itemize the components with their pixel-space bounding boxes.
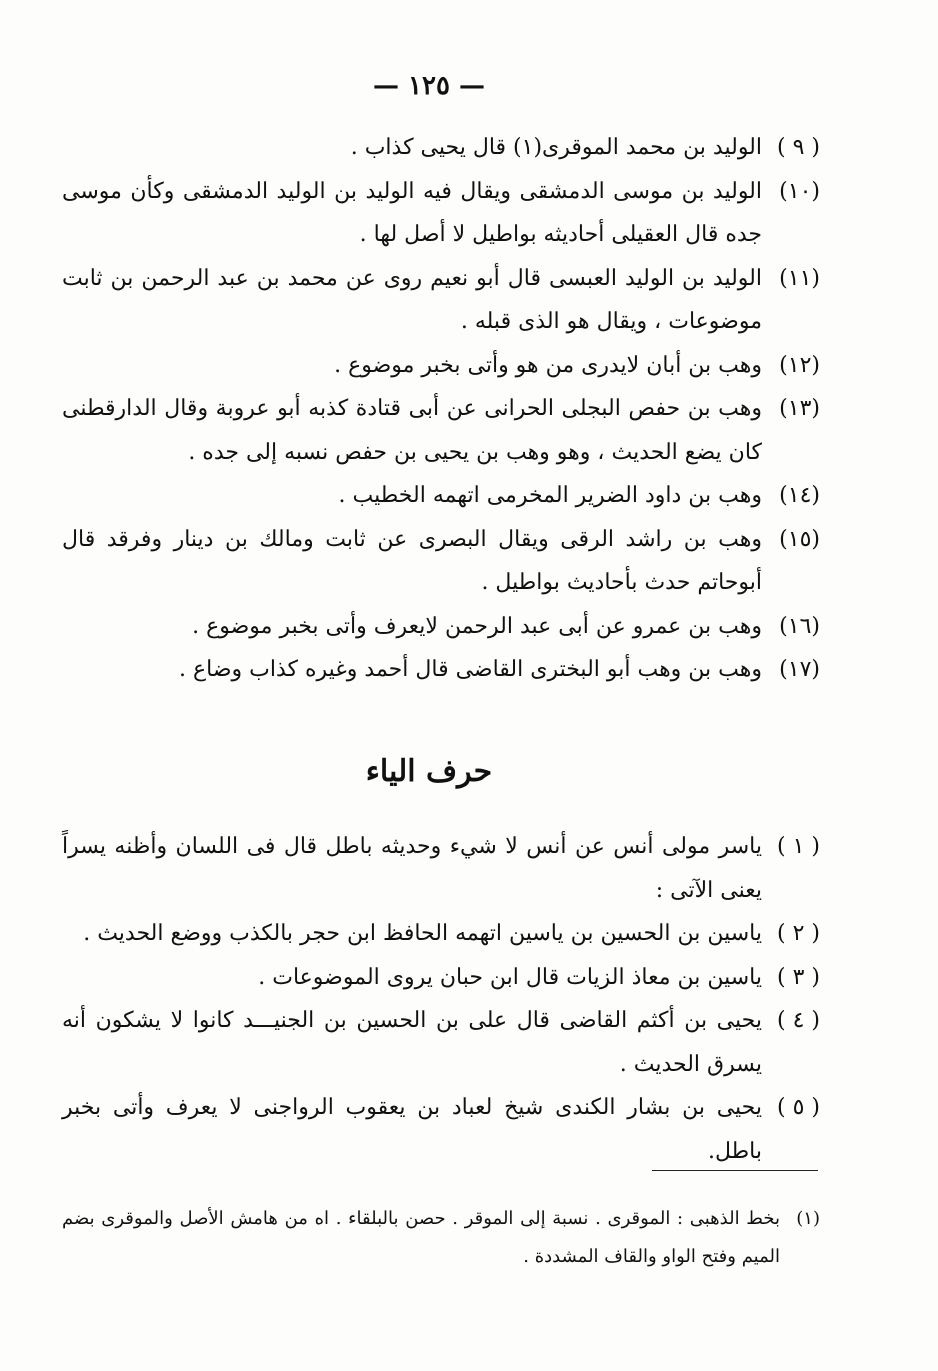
entry-number: ( ٤ )	[777, 1008, 820, 1033]
list-item	[62, 648, 820, 692]
entry-text: وهب بن داود الضرير المخرمى اتهمه الخطيب .	[338, 483, 762, 508]
entry-number: ( ١ )	[777, 834, 820, 859]
list-item	[62, 387, 820, 474]
list-item	[62, 257, 820, 344]
entry-number: ( ٩ )	[777, 135, 820, 160]
entry-text: يحيى بن بشار الكندى شيخ لعباد بن يعقوب الرواجنى لا يعرف وأتى بخبر باطل.	[62, 1095, 762, 1164]
footnote	[62, 1200, 820, 1276]
entry-text: وهب بن عمرو عن أبى عبد الرحمن لايعرف وأتى بخبر موضوع .	[192, 613, 762, 639]
entry-number: (١٦)	[779, 613, 820, 639]
entry-number: (١٠)	[779, 178, 820, 204]
footnote-number: (١)	[796, 1208, 820, 1229]
entry-number: (١٣)	[779, 396, 820, 421]
entry-text: ياسين بن الحسين بن ياسين اتهمه الحافظ ابن حجر بالكذب ووضع الحديث .	[83, 921, 762, 946]
list-item	[62, 170, 820, 257]
section-heading: حرف الياء	[365, 754, 493, 789]
list-item	[62, 999, 820, 1086]
entry-text: ياسين بن معاذ الزيات قال ابن حبان يروى الموضوعات .	[258, 964, 762, 990]
list-item	[62, 126, 820, 170]
entry-text: الوليد بن محمد الموقرى(١) قال يحيى كذاب .	[350, 135, 762, 160]
list-item	[62, 1086, 820, 1173]
entry-text: وهب بن وهب أبو البخترى القاضى قال أحمد وغيره كذاب وضاع .	[179, 657, 762, 682]
entry-number: ( ٣ )	[777, 964, 820, 990]
list-item	[62, 474, 820, 518]
list-item	[62, 518, 820, 605]
entry-number: ( ٢ )	[777, 921, 820, 946]
entries-list-waw	[62, 126, 820, 692]
entry-text: وهب بن راشد الرقى ويقال البصرى عن ثابت ومالك بن دينار وفرقد قال أبوحاتم حدث بأحاديث بواطيل .	[62, 526, 762, 595]
footnote-text: بخط الذهبى : الموقرى . نسبة إلى الموقر . حصن بالبلقاء . اه من هامش الأصل والموقرى بضم الميم وفتح الواو والقاف المشددة .	[62, 1208, 780, 1267]
entry-text: الوليد بن الوليد العبسى قال أبو نعيم روى عن محمد بن عبد الرحمن بن ثابت موضوعات ، ويقال هو الذى قبله .	[62, 265, 762, 334]
page-number: — ١٢٥ —	[372, 71, 486, 101]
entry-text: الوليد بن موسى الدمشقى ويقال فيه الوليد بن الوليد الدمشقى وكأن موسى جده قال العقيلى أحاديثه بواطيل لا أصل لها .	[62, 178, 762, 247]
entries-list-ya	[62, 825, 820, 1173]
entry-number: ( ٥ )	[777, 1095, 820, 1120]
entry-text: وهب بن حفص البجلى الحرانى عن أبى قتادة كذبه أبو عروبة وقال الدارقطنى كان يضع الحديث ، وهو وهب بن يحيى بن حفص نسبه إلى جده .	[62, 396, 762, 465]
list-item	[62, 912, 820, 956]
list-item	[62, 825, 820, 912]
list-item	[62, 605, 820, 649]
entry-number: (١٥)	[779, 526, 820, 552]
footnote-divider	[652, 1170, 818, 1171]
entry-number: (١٢)	[779, 352, 820, 378]
list-item	[62, 344, 820, 388]
entry-number: (١٧)	[779, 657, 820, 682]
footnotes	[62, 1200, 820, 1276]
entry-number: (١١)	[779, 265, 820, 291]
entry-text: وهب بن أبان لايدرى من هو وأتى بخبر موضوع .	[334, 352, 762, 378]
list-item	[62, 956, 820, 1000]
entry-text: يحيى بن أكثم القاضى قال على بن الحسين بن الجنيـــد كانوا لا يشكون أنه يسرق الحديث .	[62, 1008, 762, 1077]
entry-text: ياسر مولى أنس عن أنس لا شيء وحديثه باطل قال فى اللسان وأظنه يسراً يعنى الآتى :	[62, 834, 762, 903]
entry-number: (١٤)	[779, 483, 820, 508]
